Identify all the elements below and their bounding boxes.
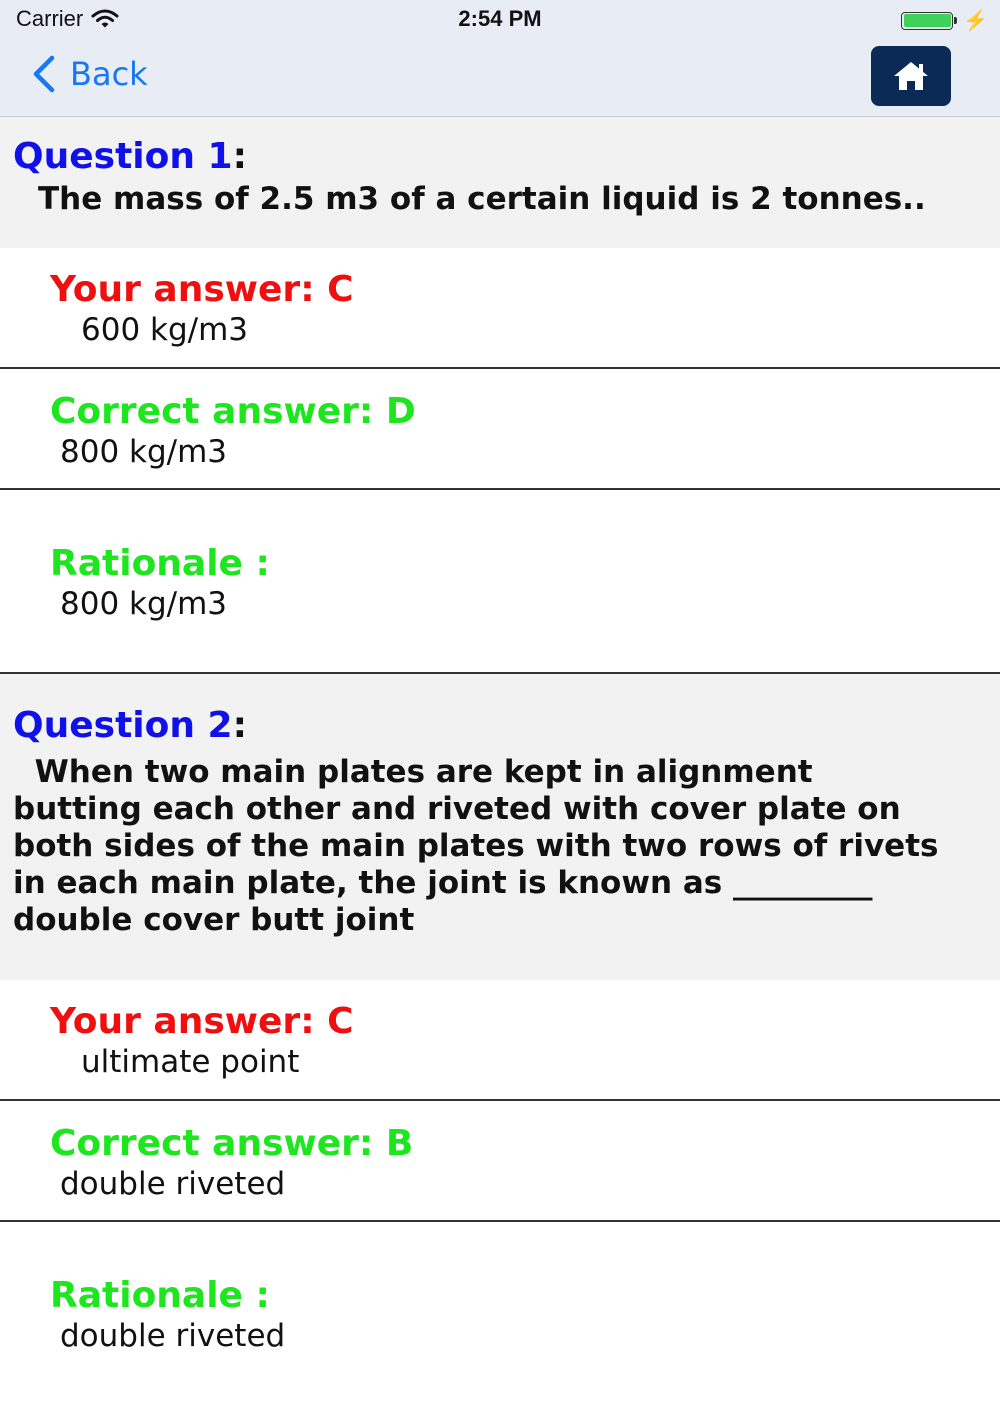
battery-indicator [901, 8, 988, 33]
your-answer-title: Your answer: C [50, 269, 354, 310]
rationale-title: Rationale : [50, 543, 270, 584]
results-list [0, 117, 1000, 1406]
battery-icon [901, 12, 953, 30]
rationale-section [0, 490, 1000, 674]
rationale-value: double riveted [60, 1318, 286, 1354]
your-answer-value: ultimate point [81, 1044, 300, 1080]
question-block [0, 674, 1000, 980]
correct-answer-section [0, 1101, 1000, 1222]
question-block [0, 117, 1000, 248]
carrier-label: Carrier [16, 6, 84, 31]
your-answer-section [0, 980, 1000, 1101]
question-heading: Question 2: [13, 705, 247, 746]
correct-answer-title: Correct answer: D [50, 391, 416, 432]
charging-bolt-icon: ⚡ [963, 10, 988, 32]
your-answer-title: Your answer: C [50, 1001, 354, 1042]
status-bar [0, 0, 1000, 40]
rationale-section [0, 1222, 1000, 1406]
correct-answer-title: Correct answer: B [50, 1123, 414, 1164]
correct-answer-value: double riveted [60, 1166, 286, 1202]
question-text: The mass of 2.5 m3 of a certain liquid is 2 tonnes.. [38, 181, 926, 217]
home-icon [892, 60, 930, 92]
back-button[interactable] [28, 54, 148, 94]
clock: 2:54 PM [458, 6, 542, 31]
chevron-left-icon [28, 54, 58, 94]
your-answer-value: 600 kg/m3 [81, 312, 249, 348]
navigation-bar [0, 40, 1000, 117]
correct-answer-value: 800 kg/m3 [60, 434, 228, 470]
home-button[interactable] [871, 46, 951, 106]
question-number: Question 1 [13, 136, 233, 177]
rationale-value: 800 kg/m3 [60, 586, 228, 622]
correct-answer-section [0, 369, 1000, 490]
question-text: When two main plates are kept in alignment butting each other and riveted with cover plate on both sides of the main plates with two rows of rivets in each main plate, the joint is known as _________ double cover butt joint [13, 754, 939, 938]
rationale-title: Rationale : [50, 1275, 270, 1316]
question-heading: Question 1: [13, 136, 247, 177]
question-number: Question 2 [13, 705, 233, 746]
back-label: Back [70, 55, 148, 93]
your-answer-section [0, 248, 1000, 369]
